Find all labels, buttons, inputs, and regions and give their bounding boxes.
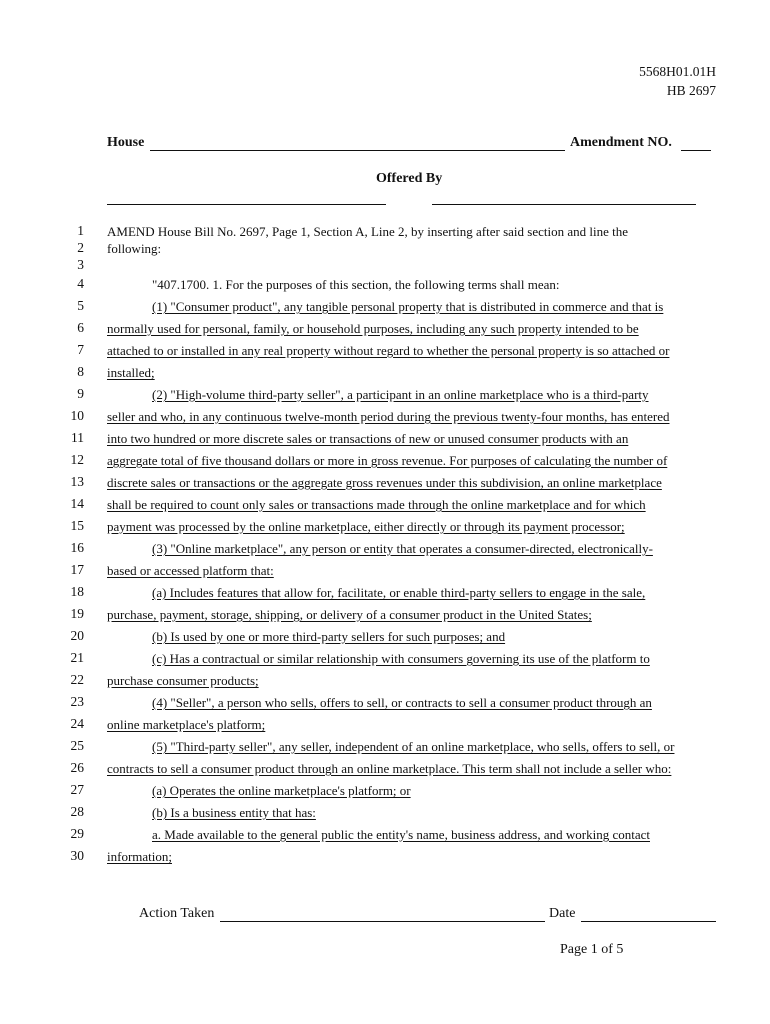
line-number: 10 bbox=[70, 408, 84, 423]
line-number: 18 bbox=[70, 584, 84, 599]
text-line: (1) "Consumer product", any tangible personal property that is distributed in commerce and that is bbox=[152, 299, 664, 314]
text-line: purchase consumer products; bbox=[107, 673, 259, 688]
text-line: (3) "Online marketplace", any person or entity that operates a consumer-directed, electronically- bbox=[152, 541, 653, 556]
text-line: AMEND House Bill No. 2697, Page 1, Section A, Line 2, by inserting after said section and line the bbox=[107, 224, 628, 239]
document-id: 5568H01.01H bbox=[639, 64, 716, 79]
line-number: 3 bbox=[77, 257, 84, 272]
text-line: (b) Is a business entity that has: bbox=[152, 805, 316, 820]
text-line: (c) Has a contractual or similar relationship with consumers governing its use of the platform to bbox=[152, 651, 650, 666]
bill-number: HB 2697 bbox=[666, 83, 716, 98]
text-line: "407.1700. 1. For the purposes of this section, the following terms shall mean: bbox=[152, 277, 560, 292]
line-number: 11 bbox=[71, 430, 84, 445]
text-line: contracts to sell a consumer product through an online marketplace. This term shall not include a seller who: bbox=[107, 761, 672, 776]
line-number: 28 bbox=[70, 804, 84, 819]
text-line: (a) Operates the online marketplace's platform; or bbox=[152, 783, 411, 798]
line-number: 30 bbox=[70, 848, 84, 863]
text-line: online marketplace's platform; bbox=[107, 717, 266, 732]
line-number: 8 bbox=[77, 364, 84, 379]
text-line: into two hundred or more discrete sales or transactions of new or unused consumer products with an bbox=[107, 431, 629, 446]
line-number: 9 bbox=[77, 386, 84, 401]
line-number: 29 bbox=[70, 826, 84, 841]
text-line: seller and who, in any continuous twelve-month period during the previous twenty-four months, has entered bbox=[107, 409, 670, 424]
date-blank bbox=[581, 921, 716, 922]
line-number: 25 bbox=[70, 738, 84, 753]
line-number: 17 bbox=[70, 562, 84, 577]
text-line: discrete sales or transactions or the aggregate gross revenues under this subdivision, an online marketplace bbox=[107, 475, 662, 490]
line-number: 2 bbox=[77, 240, 84, 255]
line-number: 26 bbox=[70, 760, 84, 775]
text-line: information; bbox=[107, 849, 172, 864]
line-number: 1 bbox=[77, 223, 84, 238]
text-line: purchase, payment, storage, shipping, or delivery of a consumer product in the United States; bbox=[107, 607, 592, 622]
amendment-label: Amendment NO. bbox=[570, 135, 672, 150]
line-number: 23 bbox=[70, 694, 84, 709]
page-number: Page 1 of 5 bbox=[560, 942, 624, 957]
text-line: (4) "Seller", a person who sells, offers to sell, or contracts to sell a consumer product through an bbox=[152, 695, 652, 710]
line-number: 22 bbox=[70, 672, 84, 687]
text-line: following: bbox=[107, 241, 162, 256]
text-line: installed; bbox=[107, 365, 155, 380]
date-label: Date bbox=[549, 906, 576, 921]
line-number: 16 bbox=[70, 540, 84, 555]
text-line: aggregate total of five thousand dollars or more in gross revenue. For purposes of calculating the number of bbox=[107, 453, 668, 468]
line-number: 24 bbox=[70, 716, 84, 731]
text-line: (b) Is used by one or more third-party sellers for such purposes; and bbox=[152, 629, 506, 644]
line-number: 13 bbox=[70, 474, 84, 489]
line-number: 19 bbox=[70, 606, 84, 621]
text-line: a. Made available to the general public the entity's name, business address, and working contact bbox=[152, 827, 650, 842]
action-taken-blank bbox=[220, 921, 545, 922]
line-number: 14 bbox=[70, 496, 84, 511]
line-number: 6 bbox=[77, 320, 84, 335]
amendment-number-blank bbox=[681, 150, 711, 151]
house-label: House bbox=[107, 135, 145, 150]
text-line: normally used for personal, family, or household purposes, including any such property intended to be bbox=[107, 321, 639, 336]
line-number: 4 bbox=[77, 276, 84, 291]
text-line: based or accessed platform that: bbox=[107, 563, 274, 578]
line-number: 27 bbox=[70, 782, 84, 797]
text-line: attached to or installed in any real property without regard to whether the personal property is so attached or bbox=[107, 343, 670, 358]
line-number: 21 bbox=[70, 650, 84, 665]
text-line: (2) "High-volume third-party seller", a participant in an online marketplace who is a third-party bbox=[152, 387, 649, 402]
house-blank bbox=[150, 150, 565, 151]
line-number: 12 bbox=[70, 452, 84, 467]
text-line: shall be required to count only sales or transactions made through the online marketplace and for which bbox=[107, 497, 646, 512]
text-line: (5) "Third-party seller", any seller, independent of an online marketplace, who sells, offers to sell, or bbox=[152, 739, 675, 754]
text-line: (a) Includes features that allow for, facilitate, or enable third-party sellers to engage in the sale, bbox=[152, 585, 646, 600]
offered-by-label: Offered By bbox=[376, 171, 443, 186]
line-number: 20 bbox=[70, 628, 84, 643]
action-taken-label: Action Taken bbox=[139, 906, 215, 921]
offered-by-blank-right bbox=[432, 204, 696, 205]
line-number: 5 bbox=[77, 298, 84, 313]
line-number: 7 bbox=[77, 342, 84, 357]
text-line: payment was processed by the online marketplace, either directly or through its payment processor; bbox=[107, 519, 625, 534]
line-number: 15 bbox=[70, 518, 84, 533]
offered-by-blank-left bbox=[107, 204, 386, 205]
